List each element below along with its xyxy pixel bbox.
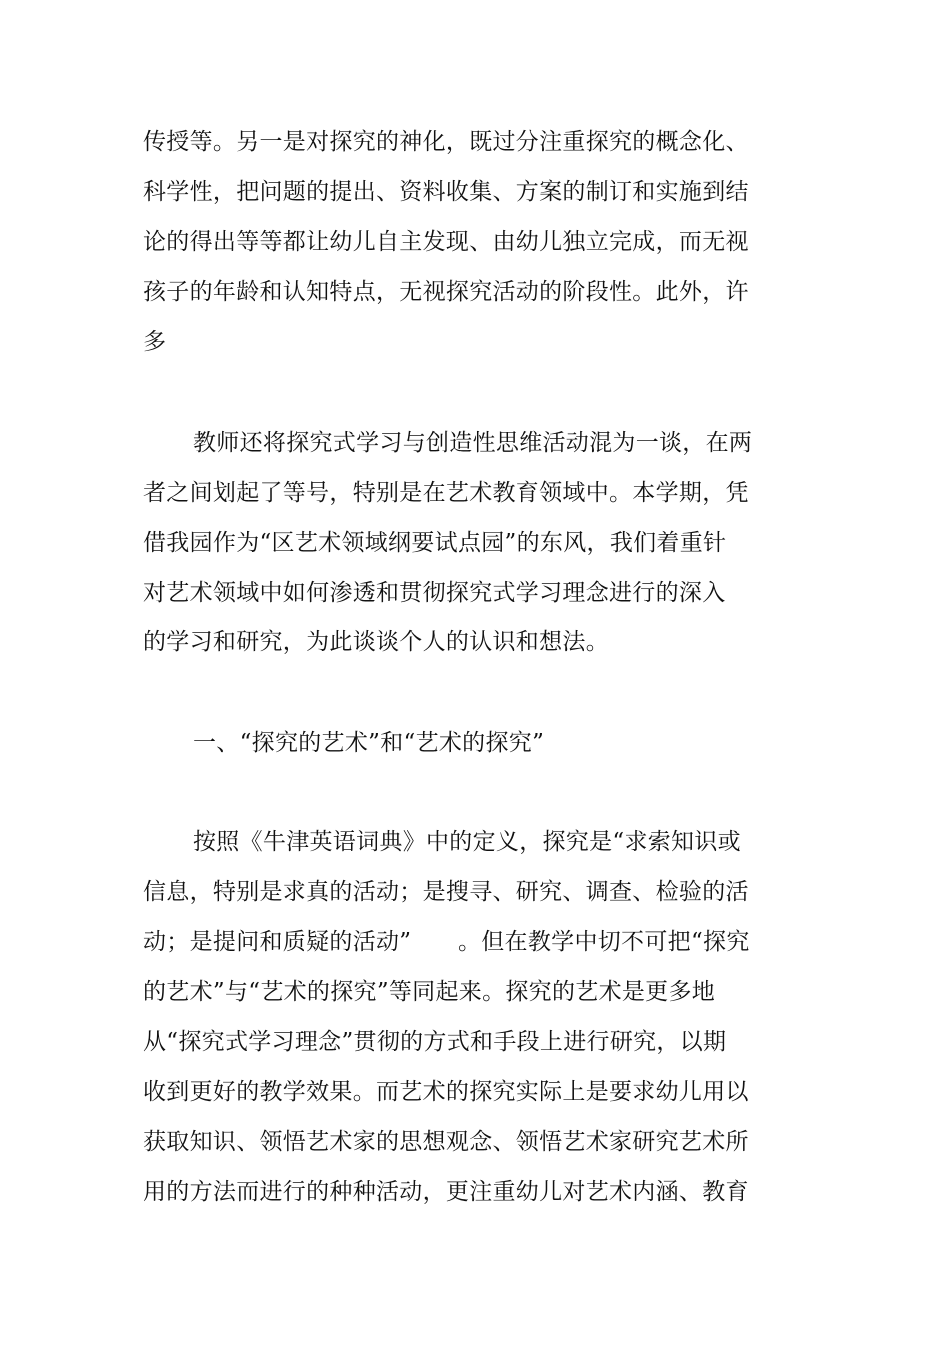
paragraph-2-line-4: 对艺术领域中如何渗透和贯彻探究式学习理念进行的深入 xyxy=(143,580,726,606)
paragraph-2-line-1: 教师还将探究式学习与创造性思维活动混为一谈，在两 xyxy=(193,430,753,456)
paragraph-2-line-2: 者之间划起了等号，特别是在艺术教育领域中。本学期，凭 xyxy=(143,480,749,506)
paragraph-2-line-3: 借我园作为“区艺术领域纲要试点园”的东风，我们着重针 xyxy=(143,530,727,556)
paragraph-1-line-1: 传授等。另一是对探究的神化，既过分注重探究的概念化、 xyxy=(143,129,749,155)
paragraph-1-line-4: 孩子的年龄和认知特点，无视探究活动的阶段性。此外，许 xyxy=(143,279,749,305)
paragraph-3-line-3: 动；是提问和质疑的活动” 。但在教学中切不可把“探究 xyxy=(143,929,750,955)
paragraph-3-line-1: 按照《牛津英语词典》中的定义，探究是“求索知识或 xyxy=(193,829,741,855)
paragraph-1-line-3: 论的得出等等都让幼儿自主发现、由幼儿独立完成，而无视 xyxy=(143,229,749,255)
paragraph-3-line-2: 信息，特别是求真的活动；是搜寻、研究、调查、检验的活 xyxy=(143,879,749,905)
paragraph-3-line-4: 的艺术”与“艺术的探究”等同起来。探究的艺术是更多地 xyxy=(143,979,716,1005)
paragraph-3-line-7: 获取知识、领悟艺术家的思想观念、领悟艺术家研究艺术所 xyxy=(143,1129,749,1155)
paragraph-1-line-5: 多 xyxy=(143,329,167,355)
paragraph-3-line-5: 从“探究式学习理念”贯彻的方式和手段上进行研究，以期 xyxy=(143,1029,727,1055)
paragraph-3-line-8: 用的方法而进行的种种活动，更注重幼儿对艺术内涵、教育 xyxy=(143,1179,749,1205)
paragraph-1-line-2: 科学性，把问题的提出、资料收集、方案的制订和实施到结 xyxy=(143,179,749,205)
paragraph-3-line-6: 收到更好的教学效果。而艺术的探究实际上是要求幼儿用以 xyxy=(143,1079,749,1105)
section-heading: 一、“探究的艺术”和“艺术的探究” xyxy=(193,730,545,756)
paragraph-2-line-5: 的学习和研究，为此谈谈个人的认识和想法。 xyxy=(143,629,609,655)
